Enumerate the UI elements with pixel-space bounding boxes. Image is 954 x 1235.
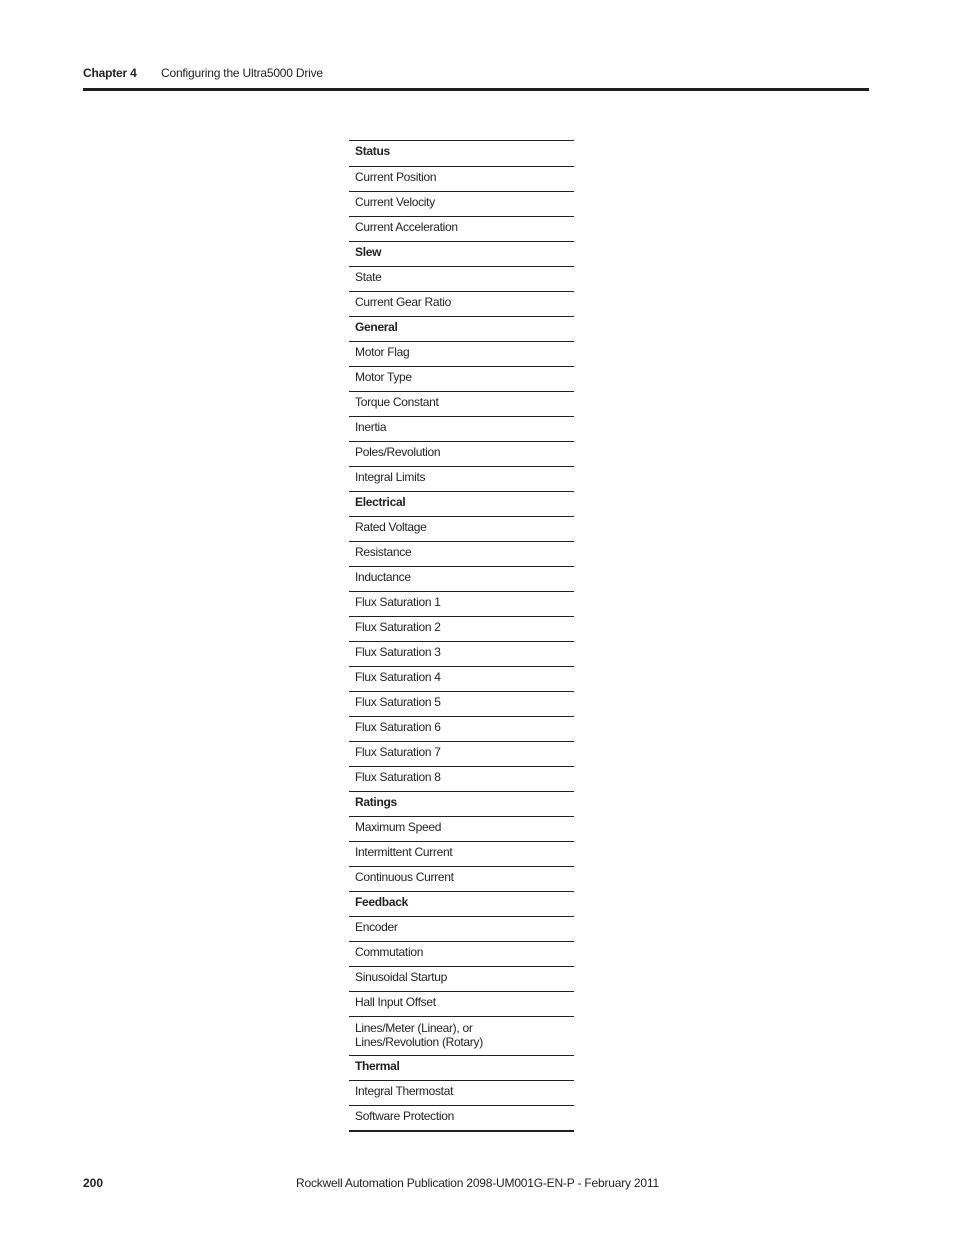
table-row: Intermittent Current (349, 841, 574, 866)
table-row: Flux Saturation 8 (349, 766, 574, 791)
table-row: Motor Flag (349, 341, 574, 366)
table-row: Rated Voltage (349, 516, 574, 541)
table-row: Current Velocity (349, 191, 574, 216)
table-section-header: Electrical (349, 491, 574, 516)
chapter-title: Configuring the Ultra5000 Drive (161, 66, 323, 80)
table-row: Flux Saturation 4 (349, 666, 574, 691)
table-row (349, 1016, 574, 1055)
table-section-header: Feedback (349, 891, 574, 916)
table-row-label-line2: Lines/Revolution (Rotary) (355, 1035, 483, 1049)
table-row: Flux Saturation 6 (349, 716, 574, 741)
page-number: 200 (83, 1176, 104, 1190)
table-row: Resistance (349, 541, 574, 566)
table-row: Sinusoidal Startup (349, 966, 574, 991)
table-row: Hall Input Offset (349, 991, 574, 1016)
chapter-label: Chapter 4 (83, 66, 137, 80)
table-row: Integral Thermostat (349, 1080, 574, 1105)
running-header (83, 66, 869, 88)
table-row: Inductance (349, 566, 574, 591)
table-row: Software Protection (349, 1105, 574, 1130)
parameter-table (349, 140, 574, 1132)
table-row: Motor Type (349, 366, 574, 391)
publication-info: Rockwell Automation Publication 2098-UM001G-EN-P - February 2011 (296, 1176, 659, 1190)
table-row: Continuous Current (349, 866, 574, 891)
table-row: Flux Saturation 3 (349, 641, 574, 666)
table-row: Flux Saturation 2 (349, 616, 574, 641)
table-row: Current Gear Ratio (349, 291, 574, 316)
table-row: Inertia (349, 416, 574, 441)
table-row: Encoder (349, 916, 574, 941)
table-section-header: Slew (349, 241, 574, 266)
table-row: Flux Saturation 7 (349, 741, 574, 766)
table-row: State (349, 266, 574, 291)
table-row: Flux Saturation 1 (349, 591, 574, 616)
table-row: Maximum Speed (349, 816, 574, 841)
table-row-label: Lines/Meter (Linear), or (355, 1021, 473, 1035)
table-section-header: Ratings (349, 791, 574, 816)
table-row: Flux Saturation 5 (349, 691, 574, 716)
table-row: Current Position (349, 166, 574, 191)
table-section-header: General (349, 316, 574, 341)
table-row: Torque Constant (349, 391, 574, 416)
table-row: Poles/Revolution (349, 441, 574, 466)
table-section-header: Status (355, 144, 390, 158)
table-row: Current Acceleration (349, 216, 574, 241)
table-section-header: Thermal (349, 1055, 574, 1080)
table-row: Integral Limits (349, 466, 574, 491)
table-row: Commutation (349, 941, 574, 966)
header-rule (83, 88, 869, 91)
